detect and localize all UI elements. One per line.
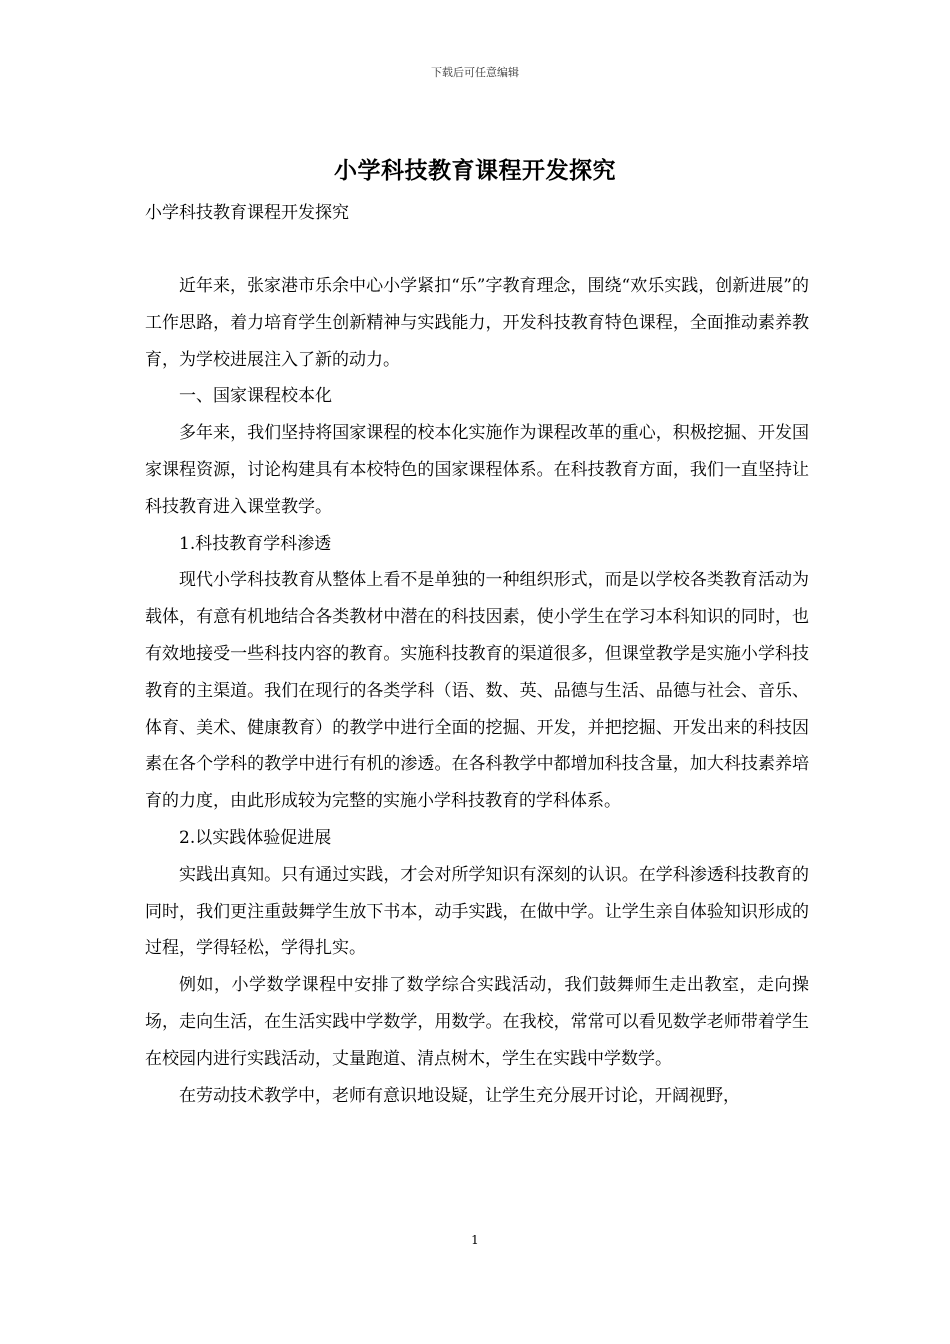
paragraph-intro: 近年来，张家港市乐余中心小学紧扣“乐”字教育理念，围绕“欢乐实践，创新进展”的工作思路，着力培育学生创新精神与实践能力，开发科技教育特色课程，全面推动素养教育，为学校进展注入了新的动力。 [145, 276, 809, 370]
page-header-note: 下载后可任意编辑 [431, 66, 519, 79]
section-heading-1: 一、国家课程校本化 [179, 386, 332, 407]
paragraph-subsection-2a: 实践出真知。只有通过实践，才会对所学知识有深刻的认识。在学科渗透科技教育的同时，我们更注重鼓舞学生放下书本，动手实践，在做中学。让学生亲自体验知识形成的过程，学得轻松，学得扎实。 [145, 864, 809, 959]
subsection-heading-2: 2.以实践体验促进展 [179, 827, 332, 848]
document-title: 小学科技教育课程开发探究 [334, 158, 616, 184]
paragraph-section-1: 多年来，我们坚持将国家课程的校本化实施作为课程改革的重心，积极挖掘、开发国家课程资源，讨论构建具有本校特色的国家课程体系。在科技教育方面，我们一直坚持让科技教育进入课堂教学。 [145, 423, 809, 517]
paragraph-subsection-1: 现代小学科技教育从整体上看不是单独的一种组织形式，而是以学校各类教育活动为载体，有意有机地结合各类教材中潜在的科技因素，使小学生在学习本科知识的同时，也有效地接受一些科技内容的教育。实施科技教育的渠道很多，但课堂教学是实施小学科技教育的主渠道。我们在现行的各类学科（语、数、英、品德与生活、品德与社会、音乐、体育、美术、健康教育）的教学中进行全面的挖掘、开发，并把挖掘、开发出来的科技因素在各个学科的教学中进行有机的渗透。在各科教学中都增加科技含量，加大科技素养培育的力度，由此形成较为完整的实施小学科技教育的学科体系。 [145, 570, 809, 812]
page-number: 1 [471, 1233, 479, 1247]
paragraph-subsection-2b: 例如，小学数学课程中安排了数学综合实践活动，我们鼓舞师生走出教室，走向操场，走向生活，在生活实践中学数学，用数学。在我校，常常可以看见数学老师带着学生在校园内进行实践活动，丈量跑道、清点树木，学生在实践中学数学。 [145, 975, 809, 1069]
subsection-heading-1: 1.科技教育学科渗透 [179, 533, 332, 554]
paragraph-subsection-2c: 在劳动技术教学中，老师有意识地设疑，让学生充分展开讨论，开阔视野， [179, 1085, 740, 1106]
document-subtitle: 小学科技教育课程开发探究 [145, 203, 349, 223]
document-body [145, 268, 809, 1114]
